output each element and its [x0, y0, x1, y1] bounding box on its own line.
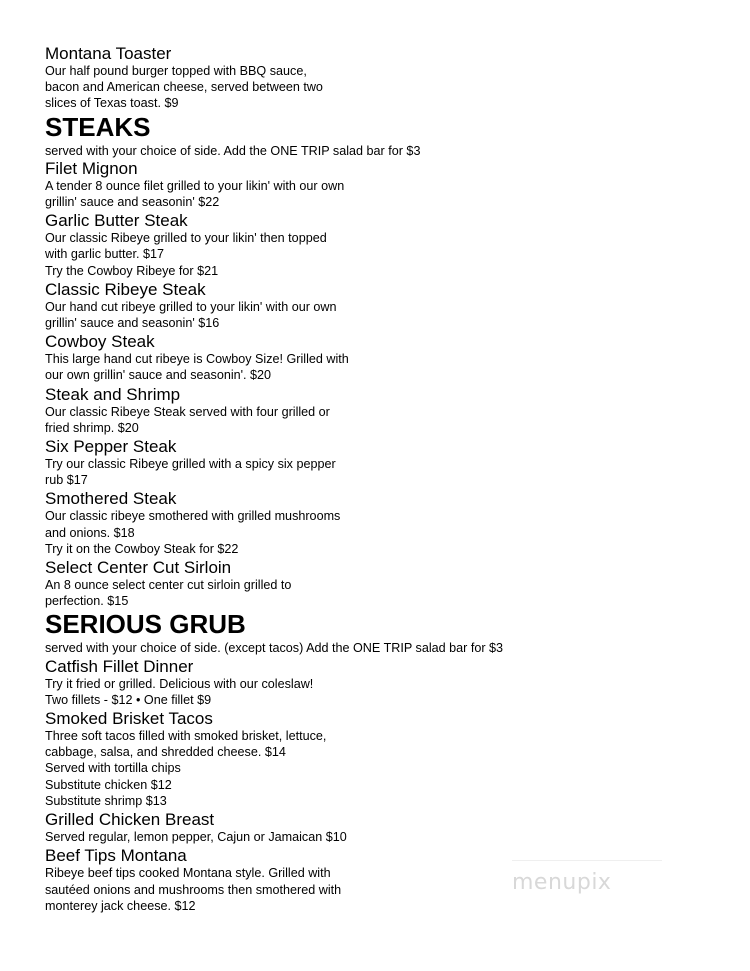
item-description-line: our own grillin' sauce and seasonin'. $20 [45, 368, 272, 383]
item-description-line: Substitute shrimp $13 [45, 793, 167, 808]
item-title: Classic Ribeye Steak [45, 279, 206, 299]
item-title: Smoked Brisket Tacos [45, 709, 213, 729]
menu-item-classic-ribeye-steak [45, 280, 685, 331]
menu-item-smothered-steak [45, 489, 685, 557]
item-description-line: Try it fried or grilled. Delicious with our coleslaw! [45, 676, 314, 691]
section-serious-grub [45, 610, 685, 913]
item-title: Garlic Butter Steak [45, 211, 188, 231]
item-title: Six Pepper Steak [45, 437, 177, 457]
item-description-line: cabbage, salsa, and shredded cheese. $14 [45, 745, 286, 760]
item-description-line: Try it on the Cowboy Steak for $22 [45, 541, 239, 556]
watermark-divider [512, 860, 662, 861]
item-description-line: Our hand cut ribeye grilled to your likin' with our own [45, 299, 337, 314]
item-title: Cowboy Steak [45, 332, 155, 352]
item-description-line: rub $17 [45, 473, 88, 488]
item-description-line: slices of Texas toast. $9 [45, 96, 179, 111]
menu-item-select-center-cut-sirloin [45, 558, 685, 609]
item-description-line: fried shrimp. $20 [45, 420, 139, 435]
item-description-line: Try our classic Ribeye grilled with a spicy six pepper [45, 457, 336, 472]
item-description-line: grillin' sauce and seasonin' $16 [45, 316, 220, 331]
menu-item-catfish-fillet-dinner [45, 657, 685, 708]
item-description-line: Our half pound burger topped with BBQ sauce, [45, 64, 307, 78]
menupix-watermark: menupix [512, 870, 612, 895]
item-description-line: Substitute chicken $12 [45, 777, 172, 792]
item-title: Filet Mignon [45, 158, 138, 178]
section-title: SERIOUS GRUB [45, 609, 246, 640]
menu-page [45, 44, 685, 915]
item-description-line: bacon and American cheese, served between two [45, 80, 323, 95]
item-title: Select Center Cut Sirloin [45, 558, 232, 578]
section-subtitle: served with your choice of side. (except tacos) Add the ONE TRIP salad bar for $3 [45, 641, 504, 656]
item-description-line: Our classic Ribeye Steak served with four grilled or [45, 404, 330, 419]
item-title: Smothered Steak [45, 489, 177, 509]
item-title: Beef Tips Montana [45, 846, 187, 866]
item-description-line: Two fillets - $12 • One fillet $9 [45, 692, 212, 707]
item-description-line: Try the Cowboy Ribeye for $21 [45, 263, 219, 278]
item-title: Catfish Fillet Dinner [45, 656, 194, 676]
item-description-line: Our classic ribeye smothered with grilled mushrooms [45, 509, 341, 524]
item-description-line: perfection. $15 [45, 594, 129, 609]
menu-item-steak-and-shrimp [45, 385, 685, 436]
section-steaks [45, 113, 685, 610]
item-description-line: A tender 8 ounce filet grilled to your likin' with our own [45, 178, 345, 193]
item-description-line: Three soft tacos filled with smoked brisket, lettuce, [45, 729, 327, 744]
item-description-line: grillin' sauce and seasonin' $22 [45, 195, 220, 210]
item-description-line: monterey jack cheese. $12 [45, 898, 196, 913]
menu-item-six-pepper-steak [45, 437, 685, 488]
item-title: Steak and Shrimp [45, 384, 181, 404]
menu-item-smoked-brisket-tacos [45, 709, 685, 809]
item-description-line: An 8 ounce select center cut sirloin grilled to [45, 578, 292, 593]
menu-item-filet-mignon [45, 159, 685, 210]
section-title: STEAKS [45, 111, 151, 142]
item-description-line: Served regular, lemon pepper, Cajun or Jamaican $10 [45, 830, 347, 845]
section-subtitle: served with your choice of side. Add the ONE TRIP salad bar for $3 [45, 143, 421, 158]
item-description-line: This large hand cut ribeye is Cowboy Size! Grilled with [45, 352, 349, 367]
item-description-line: Ribeye beef tips cooked Montana style. Grilled with [45, 866, 331, 881]
menu-item-montana-toaster [45, 44, 685, 112]
item-description-line: and onions. $18 [45, 525, 135, 540]
item-description-line: Our classic Ribeye grilled to your likin' then topped [45, 231, 327, 246]
menu-item-garlic-butter-steak [45, 211, 685, 279]
item-title: Grilled Chicken Breast [45, 810, 215, 830]
item-description-line: with garlic butter. $17 [45, 247, 165, 262]
item-title: Montana Toaster [45, 44, 172, 63]
item-description-line: Served with tortilla chips [45, 761, 181, 776]
item-description-line: sautéed onions and mushrooms then smothered with [45, 882, 342, 897]
menu-item-cowboy-steak [45, 332, 685, 383]
menu-item-grilled-chicken-breast [45, 810, 685, 845]
